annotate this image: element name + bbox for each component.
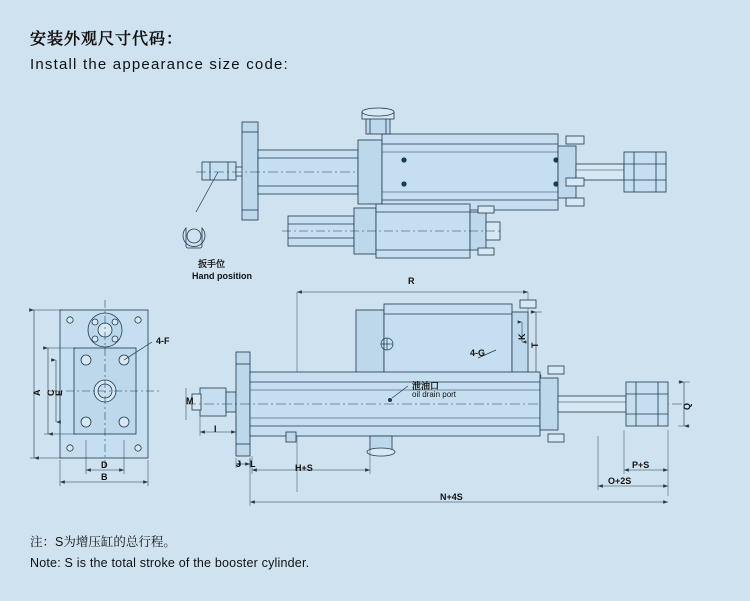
dim-label-C: C xyxy=(46,389,56,396)
oil-drain-label-en: oil drain port xyxy=(412,390,457,399)
dim-label-T: T xyxy=(530,342,540,348)
dim-label-L: L xyxy=(250,459,256,469)
label-4-F: 4-F xyxy=(156,336,170,346)
view-top-assembly xyxy=(183,108,666,258)
oil-drain-label-cn: 泄油口 xyxy=(412,381,440,391)
page-title-cn: 安装外观尺寸代码： xyxy=(30,31,184,48)
hand-position-label-en: Hand position xyxy=(192,271,252,281)
dim-label-H-plus-S: H+S xyxy=(295,463,313,473)
dim-label-J: J xyxy=(236,459,242,469)
dim-label-P-plus-S: P+S xyxy=(632,460,650,470)
dim-label-D: D xyxy=(101,460,108,470)
footer-note-cn: 注：S为增压缸的总行程。 xyxy=(30,535,176,549)
dim-label-E: E xyxy=(54,389,64,396)
dim-label-R: R xyxy=(408,276,415,286)
dim-label-K: K xyxy=(517,333,527,340)
dim-label-Q: Q xyxy=(682,402,692,410)
dim-label-I: I xyxy=(214,424,217,434)
dim-label-M: M xyxy=(186,396,194,406)
footer-note xyxy=(30,533,309,573)
view-main-side xyxy=(186,292,690,506)
dim-label-O-plus-2S: O+2S xyxy=(608,476,632,486)
dim-label-B: B xyxy=(101,472,108,482)
footer-note-en: Note: S is the total stroke of the booster cylinder. xyxy=(30,555,310,570)
hand-position-label-cn: 扳手位 xyxy=(198,259,226,269)
dim-label-A: A xyxy=(32,389,42,396)
label-4-G: 4-G xyxy=(470,348,486,358)
page-title-en: Install the appearance size code: xyxy=(30,56,289,73)
dim-label-N-plus-4S: N+4S xyxy=(440,492,463,502)
